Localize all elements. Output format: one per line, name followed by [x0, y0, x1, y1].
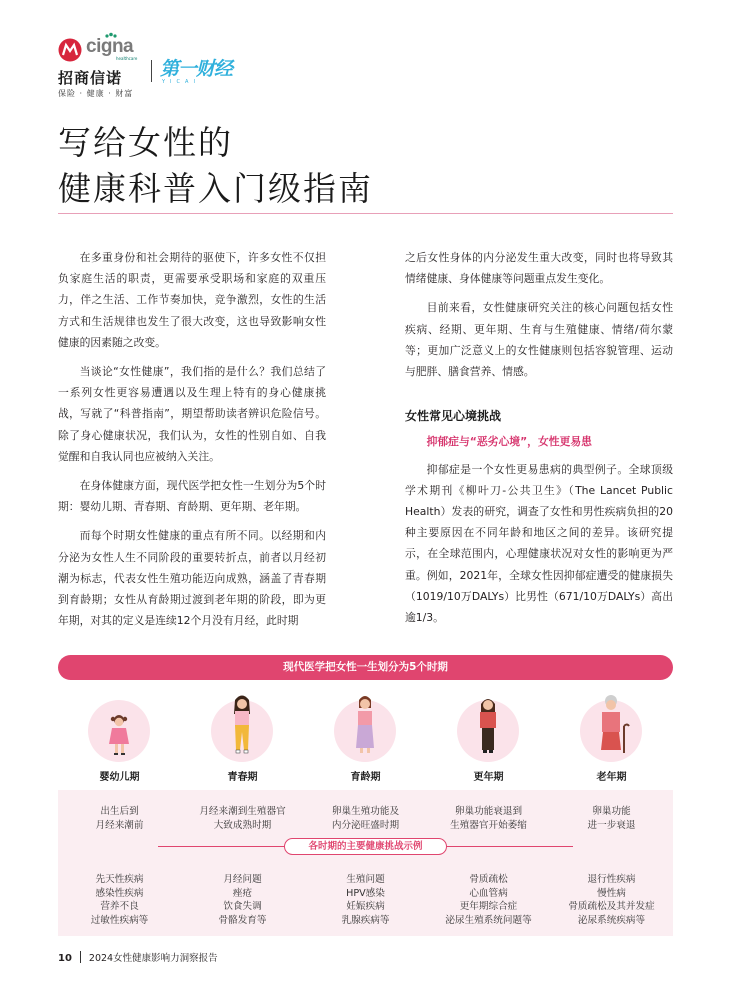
infographic-banner: 现代医学把女性一生划分为5个时期 [58, 655, 673, 680]
adult-woman-figure-icon [304, 692, 427, 762]
stage-elderly [550, 700, 673, 790]
brand-name: 招商信诺 [58, 69, 123, 87]
challenge-item: 泌尿生殖系统问题等 [445, 914, 532, 926]
title-divider [58, 213, 673, 214]
stage-description [58, 805, 181, 832]
challenge-item: 退行性疾病 [587, 874, 636, 885]
description-line: 进一步衰退 [587, 819, 636, 831]
challenge-item: HPV感染 [346, 887, 385, 899]
stage-challenges [181, 873, 304, 927]
girl-child-figure-icon [58, 692, 181, 762]
description-line: 卵巢功能衰退到 [454, 806, 523, 817]
challenge-item: 慢性病 [597, 887, 626, 899]
paragraph: 抑郁症是一个女性更易患病的典型例子。全球顶级学术期刊《柳叶刀-公共卫生》（The Lancet Public Health）发表的研究，调查了女性和男性疾病负担的20种主要原因在不同年龄和地区之间的差异。该研究提示，在全球范围内，心理健康状况对女性的影响更为严重。例如，2021年，全球女性因抑郁症遭受的健康损失（1019/10万DALYs）比男性（671/10万DALYs）高出逾1/3。 [405, 462, 673, 625]
challenge-item: 更年期综合症 [459, 901, 518, 912]
left-column [58, 247, 326, 639]
stage-challenges [304, 873, 427, 927]
description-line: 月经来潮前 [95, 819, 144, 831]
section-heading: 女性常见心境挑战 [405, 409, 502, 424]
description-line: 月经来潮到生殖器官 [199, 806, 286, 817]
paragraph: 而每个时期女性健康的重点有所不同。以经期和内分泌为女性人生不同阶段的重要转折点，前者以月经初潮为标志，代表女性生殖功能迈向成熟，涵盖了青春期到育龄期；女性从育龄期过渡到老年期的阶段，即为更年期，对其的定义是连续12个月没有月经，此时期 [58, 529, 326, 628]
page-number: 10 [58, 953, 72, 964]
challenge-item: 骨质疏松 [469, 874, 508, 885]
challenge-item: 月经问题 [223, 874, 262, 885]
stage-name: 青春期 [227, 772, 258, 783]
stage-name: 更年期 [473, 772, 504, 783]
description-line: 大致成熟时期 [213, 819, 272, 831]
title-line-1: 写给女性的 [58, 123, 233, 162]
stage-description [550, 805, 673, 832]
stage-description [304, 805, 427, 832]
stage-description [427, 805, 550, 832]
title-line-2: 健康科普入门级指南 [58, 169, 373, 208]
challenge-item: 过敏性疾病等 [90, 914, 149, 926]
challenge-item: 痤疮 [232, 887, 253, 899]
right-column [405, 247, 673, 636]
cigna-wordmark: cigna [86, 36, 134, 57]
stage-challenges [58, 873, 181, 927]
cigna-subword: healthcare [116, 56, 138, 61]
stage-figures [58, 700, 673, 790]
sub-banner: 各时期的主要健康挑战示例 [284, 838, 447, 855]
description-line: 内分泌旺盛时期 [331, 819, 400, 831]
teen-girl-figure-icon [181, 692, 304, 762]
stage-challenges [550, 873, 673, 927]
page-footer [58, 950, 218, 964]
footer-divider [80, 951, 81, 963]
challenge-item: 心血管病 [469, 887, 508, 899]
stage-name: 老年期 [596, 772, 627, 783]
paragraph: 目前来看，女性健康研究关注的核心问题包括女性疾病、经期、更年期、生育与生殖健康、情绪/荷尔蒙等；更加广泛意义上的女性健康则包括容貌管理、运动与肥胖、膳食营养、情感。 [405, 301, 673, 379]
challenge-item: 骨质疏松及其并发症 [568, 901, 655, 912]
elderly-woman-figure-icon [550, 692, 673, 762]
paragraph-continued: 之后女性身体的内分泌发生重大改变，同时也将导致其情绪健康、身体健康等问题重点发生变化。 [405, 251, 673, 286]
stage-menopause [427, 700, 550, 790]
challenge-item: 饮食失调 [223, 901, 262, 912]
stage-infant [58, 700, 181, 790]
page-title [58, 120, 373, 212]
stage-challenges [427, 873, 550, 927]
stage-puberty [181, 700, 304, 790]
stage-description [181, 805, 304, 832]
china-merchants-logo-icon [58, 38, 82, 62]
header-logos [58, 32, 358, 102]
challenge-item: 乳腺疾病等 [341, 914, 390, 926]
description-line: 出生后到 [100, 806, 139, 817]
logo-divider [151, 60, 152, 82]
paragraph: 在身体健康方面，现代医学把女性一生划分为5个时期：婴幼儿期、青春期、育龄期、更年期、老年期。 [58, 479, 326, 514]
challenge-item: 营养不良 [100, 901, 139, 912]
challenge-item: 感染性疾病 [95, 887, 144, 899]
yicai-logo: 第一财经 [160, 58, 233, 80]
stage-name: 婴幼儿期 [99, 772, 140, 783]
paragraph: 在多重身份和社会期待的驱使下，许多女性不仅担负家庭生活的职责，更需要承受职场和家庭的双重压力，伴之生活、工作节奏加快，竞争激烈，女性的生活方式和生活规律也发生了很大改变，这也导致影响女性健康的因素随之改变。 [58, 251, 326, 349]
challenge-item: 泌尿系统疾病等 [577, 914, 646, 926]
description-line: 生殖器官开始萎缩 [450, 819, 527, 831]
challenge-item: 妊娠疾病 [346, 901, 385, 912]
challenge-item: 先天性疾病 [95, 874, 144, 885]
stage-name: 育龄期 [350, 772, 381, 783]
challenge-item: 骨骼发育等 [218, 914, 267, 926]
section-subheading: 抑郁症与“恶劣心境”，女性更易患 [426, 435, 592, 449]
stage-childbearing [304, 700, 427, 790]
challenge-item: 生殖问题 [346, 874, 385, 885]
paragraph: 当谈论“女性健康”，我们指的是什么？我们总结了一系列女性更容易遭遇以及生理上特有的身心健康挑战，写就了“科普指南”，期望帮助读者辨识危险信号。除了身心健康状况，我们认为，女性的性别自如、自我觉醒和自我认同也应被纳入关注。 [58, 365, 326, 463]
yicai-logo-en: YICAI [162, 79, 200, 85]
brand-slogan: 保险 · 健康 · 财富 [58, 89, 134, 98]
description-line: 卵巢生殖功能及 [331, 806, 400, 817]
description-line: 卵巢功能 [592, 806, 631, 817]
middle-aged-woman-figure-icon [427, 692, 550, 762]
report-title: 2024女性健康影响力洞察报告 [88, 953, 218, 964]
